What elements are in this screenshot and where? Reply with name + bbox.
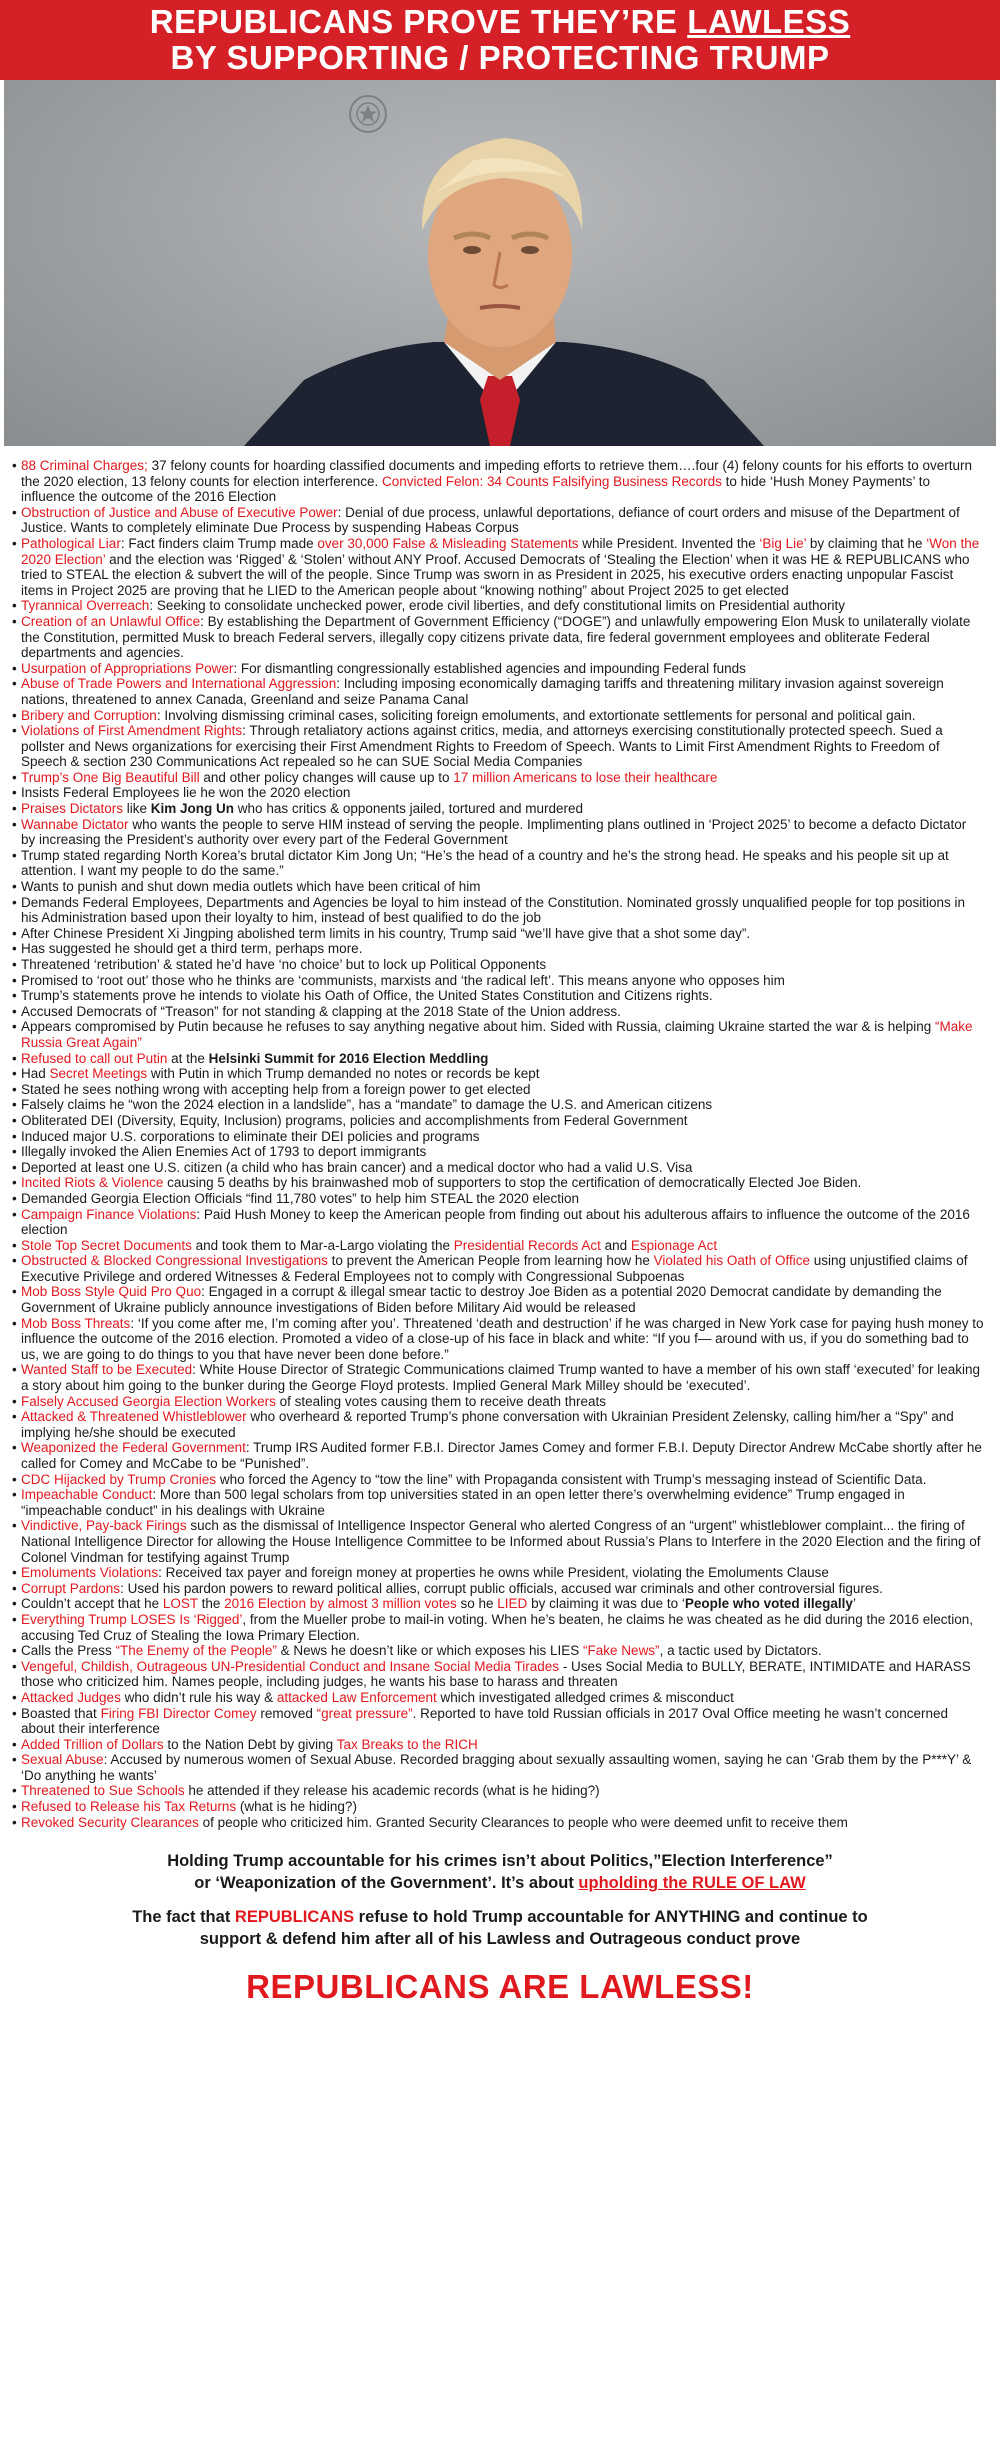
body-text: to the Nation Debt by giving bbox=[163, 1736, 337, 1752]
republicans-emphasis: REPUBLICANS bbox=[234, 1908, 355, 1927]
body-text: 37 felony counts for hoarding classified documents and impeding efforts to retrieve them….four (4) felony counts for his efforts to overturn the 2020 election, 13 felony counts for election interference. bbox=[21, 458, 972, 489]
list-item bbox=[12, 1082, 984, 1098]
body-text: : Trump IRS Audited former F.B.I. Director James Comey and former F.B.I. Deputy Director Andrew McCabe shortly after he called for Comey and McCabe to be “Punished”. bbox=[21, 1440, 982, 1471]
list-item bbox=[12, 1690, 984, 1706]
highlighted-text: Corrupt Pardons bbox=[21, 1580, 121, 1596]
list-item bbox=[12, 1113, 984, 1129]
highlighted-text: Tyrannical Overreach bbox=[21, 598, 150, 614]
highlighted-text: “great pressure” bbox=[316, 1705, 413, 1721]
mugshot-photo bbox=[4, 80, 996, 446]
highlighted-text: attacked Law Enforcement bbox=[276, 1689, 437, 1705]
body-text: Calls the Press bbox=[21, 1643, 116, 1659]
body-text: to prevent the American People from learning how he bbox=[327, 1253, 654, 1269]
highlighted-text: 2016 Election by almost 3 million votes bbox=[224, 1596, 457, 1612]
highlighted-text: Refused to Release his Tax Returns bbox=[21, 1799, 237, 1815]
body-text: Promised to ‘root out’ those who he thinks are ‘communists, marxists and ‘the radical left’. This means anyone who opposes him bbox=[21, 972, 785, 988]
body-text: , a tactic used by Dictators. bbox=[659, 1643, 822, 1659]
body-text: which investigated alledged crimes & misconduct bbox=[436, 1689, 734, 1705]
body-text: : Received tax payer and foreign money at properties he owns while President, violating the Emoluments Clause bbox=[158, 1565, 829, 1581]
headline-lawless-word: LAWLESS bbox=[687, 3, 851, 40]
highlighted-text: Stole Top Secret Documents bbox=[21, 1237, 192, 1253]
highlighted-text: Pathological Liar bbox=[21, 535, 121, 551]
highlighted-text: Falsely Accused Georgia Election Workers bbox=[21, 1393, 276, 1409]
body-text: Accused Democrats of “Treason” for not standing & clapping at the 2018 State of the Union address. bbox=[21, 1003, 621, 1019]
highlighted-text: ‘Big Lie’ bbox=[759, 535, 807, 551]
body-text: : By establishing the Department of Government Efficiency (“DOGE”) and unlawfully empowering Elon Musk to unilaterally violate the Constitution, permitted Musk to breach Federal servers, illegally copy citizens private data, fire federal government employees and obliterate Federal departments and agencies. bbox=[21, 613, 971, 661]
list-item bbox=[12, 1316, 984, 1363]
body-text: - Uses Social Media to BULLY, BERATE, INTIMIDATE and HARASS those who criticized him. Names people, including judges, he wants his base to harass and threaten bbox=[21, 1658, 971, 1690]
list-item bbox=[12, 895, 984, 926]
body-text: and took them to Mar-a-Largo violating the bbox=[191, 1237, 454, 1253]
list-item bbox=[12, 1394, 984, 1410]
body-text: : Seeking to consolidate unchecked power, erode civil liberties, and defy constitutional limits on Presidential authority bbox=[149, 598, 845, 614]
charges-list-section bbox=[0, 446, 1000, 1830]
highlighted-text: Vengeful, Childish, Outrageous UN-Presidential Conduct and Insane Social Media Tirades bbox=[21, 1658, 560, 1674]
list-item bbox=[12, 785, 984, 801]
highlighted-text: Espionage Act bbox=[630, 1237, 718, 1253]
body-text: : For dismantling congressionally established agencies and impounding Federal funds bbox=[233, 660, 746, 676]
body-text: : More than 500 legal scholars from top universities stated in an open letter there’s overwhelming evidence” Trump engaged in “impeachable conduct” in his dealings with Ukraine bbox=[21, 1487, 905, 1518]
list-item bbox=[12, 988, 984, 1004]
list-item bbox=[12, 1737, 984, 1753]
list-item bbox=[12, 1487, 984, 1518]
list-item bbox=[12, 1004, 984, 1020]
list-item bbox=[12, 801, 984, 817]
body-text: Obliterated DEI (Diversity, Equity, Inclusion) programs, policies and accomplishments from Federal Government bbox=[21, 1112, 688, 1128]
highlighted-text: Weaponized the Federal Government bbox=[21, 1440, 246, 1456]
highlighted-text: Sexual Abuse bbox=[21, 1752, 104, 1768]
closing-headline: REPUBLICANS ARE LAWLESS! bbox=[246, 1968, 754, 2006]
body-text: (what is he hiding?) bbox=[236, 1799, 357, 1815]
list-item bbox=[12, 1783, 984, 1799]
list-item bbox=[12, 1472, 984, 1488]
body-text: : Through retaliatory actions against critics, media, and attorneys exercising constitutionally protected speech. Sued a pollster and News organizations for exercising their First Amendment Rights to Freedom of Speech. Wants to Limit First Amendment Rights to Freedom of Speech & section 230 Communications Act repealed so he can SUE Social Media Companies bbox=[21, 723, 943, 770]
body-text: Deported at least one U.S. citizen (a child who has brain cancer) and a medical doctor who had a valid U.S. Visa bbox=[21, 1159, 693, 1175]
headline-line2: BY SUPPORTING / PROTECTING TRUMP bbox=[170, 39, 830, 76]
highlighted-text: Impeachable Conduct bbox=[21, 1487, 153, 1503]
list-item bbox=[12, 458, 984, 505]
highlighted-text: Abuse of Trade Powers and International Aggression bbox=[21, 676, 337, 692]
highlighted-text: Creation of an Unlawful Office bbox=[21, 613, 201, 629]
portrait-figure bbox=[4, 80, 996, 446]
list-item bbox=[12, 1440, 984, 1471]
body-text: Illegally invoked the Alien Enemies Act of 1793 to deport immigrants bbox=[21, 1144, 427, 1160]
bold-text: Helsinki Summit for 2016 Election Meddling bbox=[208, 1050, 489, 1066]
list-item bbox=[12, 926, 984, 942]
list-item bbox=[12, 1129, 984, 1145]
body-text: by claiming it was due to ‘ bbox=[527, 1596, 685, 1612]
list-item bbox=[12, 1581, 984, 1597]
body-text: such as the dismissal of Intelligence Inspector General who alerted Congress of an “urgent” whistleblower complaint... the firing of National Intelligence Director for allowing the House Intelligence Committee to be Informed about Russia’s Plans to Interfere in the 2020 Election and the firing of Colonel Vindman for testifying against Trump bbox=[21, 1518, 981, 1565]
rule-of-law-paragraph: Holding Trump accountable for his crimes isn’t about Politics,”Election Interference” or ‘Weaponization of the Government’. It’s about upholding the RULE OF LAW bbox=[167, 1852, 833, 1893]
body-text: while President. Invented the bbox=[578, 535, 760, 551]
body-text: using unjustified claims of Executive Privilege and ordered Witnesses & Federal Employees not to comply with Congressional Subpoenas bbox=[21, 1253, 968, 1284]
highlighted-text: Obstruction of Justice and Abuse of Executive Power bbox=[21, 504, 338, 520]
list-item bbox=[12, 879, 984, 895]
highlighted-text: Violations of First Amendment Rights bbox=[21, 723, 243, 739]
list-item bbox=[12, 1284, 984, 1315]
list-item bbox=[12, 1799, 984, 1815]
list-item bbox=[12, 614, 984, 661]
body-text: he attended if they release his academic records (what is he hiding?) bbox=[184, 1783, 600, 1799]
highlighted-text: Violated his Oath of Office bbox=[653, 1253, 810, 1269]
body-text: Demands Federal Employees, Departments and Agencies be loyal to him instead of the Constitution. Nominated grossly unqualified people for top positions in his Administration based upon their loyalty to him, instead of best qualified to do the job bbox=[21, 894, 966, 926]
body-text: at the bbox=[167, 1050, 209, 1066]
highlighted-text: “Make Russia Great Again” bbox=[21, 1019, 973, 1050]
republicans-paragraph: The fact that REPUBLICANS refuse to hold Trump accountable for ANYTHING and continue to support & defend him after all of his Lawless and Outrageous conduct prove bbox=[132, 1908, 868, 1949]
body-text: , from the Mueller probe to mail-in voting. When he’s beaten, he claims he was cheated as he did during the 2016 election, accusing Ted Cruz of Stealing the Iowa Primary Election. bbox=[21, 1611, 974, 1643]
list-item bbox=[12, 1253, 984, 1284]
highlighted-text: Wanted Staff to be Executed bbox=[21, 1362, 193, 1378]
highlighted-text: CDC Hijacked by Trump Cronies bbox=[21, 1471, 217, 1487]
highlighted-text: “The Enemy of the People” bbox=[115, 1643, 277, 1659]
highlighted-text: Added Trillion of Dollars bbox=[21, 1736, 164, 1752]
highlighted-text: Obstructed & Blocked Congressional Investigations bbox=[21, 1253, 328, 1269]
body-text: and bbox=[600, 1237, 631, 1253]
list-item bbox=[12, 1815, 984, 1831]
list-item bbox=[12, 708, 984, 724]
body-text: Has suggested he should get a third term, perhaps more. bbox=[21, 941, 363, 957]
closing-statement bbox=[0, 1850, 1000, 2006]
list-item bbox=[12, 848, 984, 879]
highlighted-text: Praises Dictators bbox=[21, 801, 124, 817]
highlighted-text: LOST bbox=[162, 1596, 198, 1612]
list-item bbox=[12, 1019, 984, 1050]
body-text: After Chinese President Xi Jingping abolished term limits in his country, Trump said “we’ll have give that a shot some day”. bbox=[21, 925, 751, 941]
highlighted-text: Tax Breaks to the RICH bbox=[336, 1736, 478, 1752]
rule-of-law-emphasis: upholding the RULE OF LAW bbox=[578, 1874, 806, 1893]
body-text: of people who criticized him. Granted Security Clearances to people who were deemed unfit to receive them bbox=[198, 1814, 848, 1830]
highlighted-text: Firing FBI Director Comey bbox=[100, 1705, 257, 1721]
body-text: of stealing votes causing them to receive death threats bbox=[275, 1393, 607, 1409]
body-text: who overheard & reported Trump’s phone conversation with Ukrainian President Zelensky, calling him/her a “Spy” and implying he/she should be executed bbox=[21, 1409, 954, 1440]
body-text: Falsely claims he “won the 2024 election in a landslide”, has a “mandate” to damage the U.S. and American citizens bbox=[21, 1097, 713, 1113]
list-item bbox=[12, 1596, 984, 1612]
list-item bbox=[12, 1706, 984, 1737]
list-item bbox=[12, 1518, 984, 1565]
highlighted-text: 17 million Americans to lose their healthcare bbox=[453, 769, 718, 785]
highlighted-text: Campaign Finance Violations bbox=[21, 1206, 197, 1222]
list-item bbox=[12, 1160, 984, 1176]
highlighted-text: Attacked & Threatened Whistleblower bbox=[21, 1409, 247, 1425]
body-text: : Including imposing economically damaging tariffs and threatening military invasion against sovereign nations, threatened to annex Canada, Greenland and seize Panama Canal bbox=[21, 676, 944, 707]
body-text: : White House Director of Strategic Communications claimed Trump wanted to have a member of his own staff ‘executed’ for leaking a story about him going to the bunker during the George Floyd protests. Implied General Mark Milley should be ‘executed’. bbox=[21, 1362, 980, 1394]
highlighted-text: Trump’s One Big Beautiful Bill bbox=[21, 769, 200, 785]
body-text: Threatened ‘retribution’ & stated he’d have ‘no choice’ but to lock up Political Opponents bbox=[21, 957, 547, 972]
list-item bbox=[12, 1752, 984, 1783]
body-text: : Paid Hush Money to keep the American people from finding out about his adulterous affairs to influence the outcome of the 2016 election bbox=[21, 1206, 970, 1238]
body-text: who forced the Agency to “tow the line” with Propaganda consistent with Trump’s messaging instead of Scientific Data. bbox=[216, 1471, 927, 1487]
body-text: with Putin in which Trump demanded no notes or records be kept bbox=[147, 1066, 540, 1082]
highlighted-text: ‘Won the 2020 Election’ bbox=[21, 535, 980, 567]
highlighted-text: Presidential Records Act bbox=[453, 1237, 601, 1253]
body-text: who has critics & opponents jailed, tortured and murdered bbox=[234, 801, 583, 817]
list-item bbox=[12, 770, 984, 786]
body-text: removed bbox=[256, 1705, 317, 1721]
highlighted-text: over 30,000 False & Misleading Statements bbox=[317, 535, 579, 551]
charges-bullet-list bbox=[12, 458, 984, 1830]
list-item bbox=[12, 1191, 984, 1207]
list-item bbox=[12, 941, 984, 957]
highlighted-text: Refused to call out Putin bbox=[21, 1050, 168, 1066]
highlighted-text: Incited Riots & Violence bbox=[21, 1175, 164, 1191]
highlighted-text: Mob Boss Threats bbox=[21, 1315, 131, 1331]
body-text: Had bbox=[21, 1066, 50, 1082]
list-item bbox=[12, 1409, 984, 1440]
list-item bbox=[12, 1066, 984, 1082]
body-text: like bbox=[123, 801, 151, 817]
highlighted-text: “Fake News” bbox=[583, 1643, 660, 1659]
highlighted-text: LIED bbox=[497, 1596, 528, 1612]
list-item bbox=[12, 1565, 984, 1581]
body-text: : Accused by numerous women of Sexual Abuse. Recorded bragging about sexually assaulting women, saying he can ‘Grab them by the P***Y’ & ‘Do anything he wants’ bbox=[21, 1752, 972, 1783]
list-item bbox=[12, 1051, 984, 1067]
list-item bbox=[12, 1659, 984, 1690]
list-item bbox=[12, 1238, 984, 1254]
list-item bbox=[12, 1612, 984, 1643]
list-item bbox=[12, 723, 984, 770]
list-item bbox=[12, 1144, 984, 1160]
body-text: Insists Federal Employees lie he won the 2020 election bbox=[21, 785, 351, 801]
body-text: by claiming that he bbox=[806, 535, 927, 551]
list-item bbox=[12, 1643, 984, 1659]
body-text: and other policy changes will cause up to bbox=[199, 769, 454, 785]
body-text: to hide ‘Hush Money Payments’ to influence the outcome of the 2016 Election bbox=[21, 473, 931, 505]
list-item bbox=[12, 536, 984, 598]
list-item bbox=[12, 817, 984, 848]
body-text: who didn’t rule his way & bbox=[120, 1689, 277, 1705]
body-text: ’ bbox=[852, 1596, 856, 1612]
sheriff-seal-icon bbox=[348, 94, 388, 134]
highlighted-text: Wannabe Dictator bbox=[21, 816, 129, 832]
highlighted-text: Everything Trump LOSES Is ‘Rigged’ bbox=[21, 1611, 243, 1627]
body-text: : ‘If you come after me, I’m coming after you’. Threatened ‘death and destruction’ if he was charged in New York case for paying hush money to influence the outcome of the 2016 election. Promoted a video of a close-up of his face in black and white: “If you f— around with us, if you do something bad to us, we are going to do things to you that have never been done before.” bbox=[21, 1315, 984, 1362]
body-text: : Engaged in a corrupt & illegal smear tactic to destroy Joe Biden as a potential 2020 Democrat candidate by demanding the Government of Ukraine publicly announce investigations of Biden before Military Aid would be released bbox=[21, 1284, 942, 1316]
highlighted-text: Emoluments Violations bbox=[21, 1565, 159, 1581]
list-item bbox=[12, 1362, 984, 1393]
body-text: Boasted that bbox=[21, 1705, 101, 1721]
body-text: and the election was ‘Rigged’ & ‘Stolen’ without ANY Proof. Accused Democrats of ‘Stealing the Election’ when it was HE & REPUBLICANS who tried to STEAL the election & subvert the will of the people. Since Trump was sworn in as President in 2025, his executive orders enacting unpopular Fascist items in Project 2025 are proving that he LIED to the American people about “knowing nothing” about Project 2025 to get elected bbox=[21, 551, 970, 598]
body-text: . Reported to have told Russian officials in 2017 Oval Office meeting he wasn’t concerned about their interference bbox=[21, 1705, 948, 1737]
headline-banner bbox=[0, 0, 1000, 80]
list-item bbox=[12, 1175, 984, 1191]
headline-line1: REPUBLICANS PROVE THEY’RE LAWLESS bbox=[149, 3, 851, 40]
highlighted-text: Secret Meetings bbox=[49, 1066, 148, 1082]
body-text: the bbox=[197, 1596, 225, 1612]
highlighted-text: Bribery and Corruption bbox=[21, 707, 157, 723]
body-text: who wants the people to serve HIM instead of serving the people. Implimenting plans outlined in ‘Project 2025’ to become a defacto Dictator by increasing the President’s authority over every part of the Federal Government bbox=[21, 816, 967, 848]
list-item bbox=[12, 1097, 984, 1113]
highlighted-text: Convicted Felon: 34 Counts Falsifying Business Records bbox=[381, 473, 722, 489]
list-item bbox=[12, 973, 984, 989]
body-text: Induced major U.S. corporations to eliminate their DEI policies and programs bbox=[21, 1128, 480, 1144]
highlighted-text: Mob Boss Style Quid Pro Quo bbox=[21, 1284, 202, 1300]
body-text: : Involving dismissing criminal cases, soliciting foreign emoluments, and extortionate settlements for personal and political gain. bbox=[156, 707, 916, 723]
list-item bbox=[12, 661, 984, 677]
body-text: : Used his pardon powers to reward political allies, corrupt public officials, accused war criminals and other controversial figures. bbox=[120, 1580, 883, 1596]
body-text: Trump stated regarding North Korea’s brutal dictator Kim Jong Un; “He’s the head of a country and he’s the strong head. He speaks and his people sit up at attention. I want my people to do the same.” bbox=[21, 847, 949, 879]
body-text: & News he doesn’t like or which exposes his LIES bbox=[276, 1643, 584, 1659]
highlighted-text: Attacked Judges bbox=[21, 1689, 121, 1705]
list-item bbox=[12, 957, 984, 973]
list-item bbox=[12, 676, 984, 707]
list-item bbox=[12, 598, 984, 614]
body-text: Couldn’t accept that he bbox=[21, 1596, 163, 1612]
body-text: Appears compromised by Putin because he refuses to say anything negative about him. Sided with Russia, claiming Ukraine started the war & is helping bbox=[21, 1019, 935, 1035]
body-text: causing 5 deaths by his brainwashed mob of supporters to stop the certification of democratically Elected Joe Biden. bbox=[163, 1175, 862, 1191]
bold-text: People who voted illegally bbox=[684, 1596, 853, 1612]
highlighted-text: 88 Criminal Charges; bbox=[21, 458, 148, 473]
list-item bbox=[12, 1207, 984, 1238]
body-text: Demanded Georgia Election Officials “find 11,780 votes” to help him STEAL the 2020 election bbox=[21, 1190, 580, 1206]
list-item bbox=[12, 505, 984, 536]
body-text: Trump’s statements prove he intends to violate his Oath of Office, the United States Constitution and Citizens rights. bbox=[21, 988, 713, 1004]
body-text: Stated he sees nothing wrong with accepting help from a foreign power to get elected bbox=[21, 1081, 531, 1097]
body-text: Wants to punish and shut down media outlets which have been critical of him bbox=[21, 879, 481, 895]
highlighted-text: Usurpation of Appropriations Power bbox=[21, 660, 234, 676]
body-text: so he bbox=[456, 1596, 498, 1612]
highlighted-text: Threatened to Sue Schools bbox=[21, 1783, 185, 1799]
body-text: : Fact finders claim Trump made bbox=[120, 535, 318, 551]
body-text: : Denial of due process, unlawful deportations, defiance of court orders and misuse of the Department of Justice. Wants to completely eliminate Due Process by suspending Habeas Corpus bbox=[21, 504, 960, 536]
highlighted-text: Vindictive, Pay-back Firings bbox=[21, 1518, 187, 1534]
highlighted-text: Revoked Security Clearances bbox=[21, 1814, 199, 1830]
bold-text: Kim Jong Un bbox=[150, 801, 235, 817]
